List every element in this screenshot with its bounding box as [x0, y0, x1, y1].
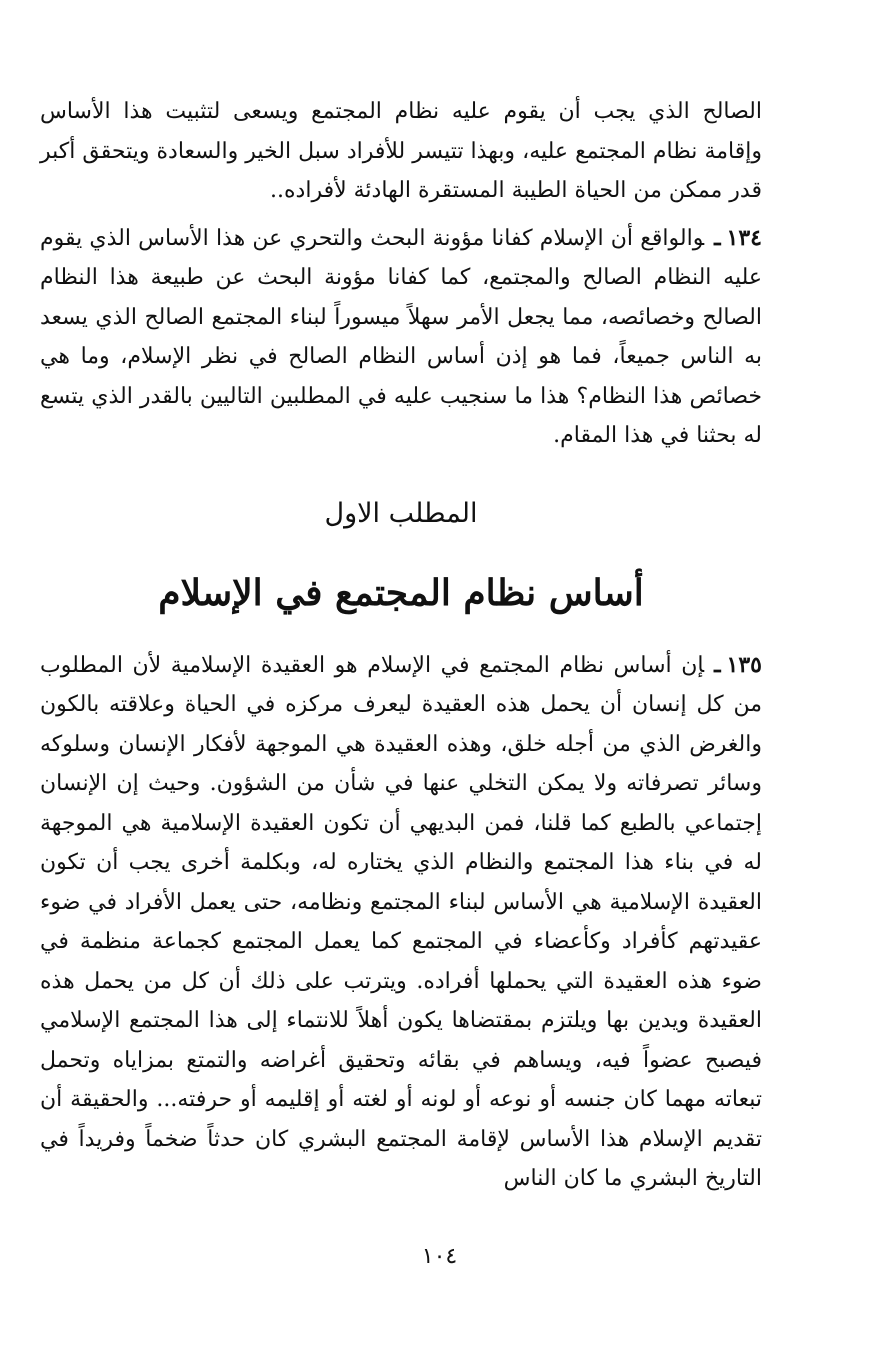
paragraph-134-text: والواقع أن الإسلام كفانا مؤونة البحث والتحري عن هذا الأساس الذي يقوم عليه النظام الصالح والمجتمع، كما كفانا مؤونة البحث عن طبيعة هذا النظام الصالح وخصائصه، مما يجعل الأمر سهلاً ميسوراً لبناء المجتمع الصالح الذي يسعد به الناس جميعاً، فما هو إذن أساس النظام الصالح في نظر الإسلام، وما هي خصائص هذا النظام؟ هذا ما سنجيب عليه في المطلبين التاليين بالقدر الذي يتسع له بحثنا في هذا المقام. — [40, 225, 762, 448]
paragraph-134-dash: ـ — [714, 224, 721, 251]
paragraph-134-number: ١٣٤ — [726, 224, 762, 251]
paragraph-135-text: إن أساس نظام المجتمع في الإسلام هو العقيدة الإسلامية لأن المطلوب من كل إنسان أن يحمل هذه العقيدة ليعرف مركزه في الحياة وعلاقته بالكون والغرض الذي من أجله خلق، وهذه العقيدة هي الموجهة لأفكار الإنسان وسلوكه وسائر تصرفاته ولا يمكن التخلي عنها في شأن من الشؤون. وحيث إن الإنسان إجتماعي بالطبع كما قلنا، فمن البديهي أن تكون العقيدة الإسلامية هي الموجهة له في بناء هذا المجتمع والنظام الذي يختاره له، وبكلمة أخرى يجب أن تكون العقيدة الإسلامية هي الأساس لبناء المجتمع ونظامه، حتى يعمل الأفراد في ضوء عقيدتهم كأفراد وكأعضاء في المجتمع كما يعمل المجتمع كجماعة منظمة في ضوء هذه العقيدة التي يحملها أفراده. ويترتب على ذلك أن كل من يحمل هذه العقيدة ويدين بها ويلتزم بمقتضاها يكون أهلاً للانتماء إلى هذا المجتمع الإسلامي فيصبح عضواً فيه، ويساهم في بقائه وتحقيق أغراضه والتمتع بمزاياه وتحمل تبعاته مهما كان جنسه أو نوعه أو لونه أو لغته أو إقليمه أو حرفته... والحقيقة أن تقديم الإسلام هذا الأساس لإقامة المجتمع البشري كان حدثاً ضخماً وفريداً في التاريخ البشري ما كان الناس — [40, 652, 762, 1191]
section-title: أساس نظام المجتمع في الإسلام — [158, 571, 644, 614]
intro-paragraph — [40, 92, 762, 211]
page-number: ١٠٤ — [421, 1244, 458, 1269]
paragraph-134 — [40, 219, 762, 456]
paragraph-135-number: ١٣٥ — [726, 651, 762, 678]
paragraph-135 — [40, 646, 762, 1199]
page-content — [40, 92, 762, 1199]
paragraph-135-dash: ـ — [714, 651, 721, 678]
intro-paragraph-text: الصالح الذي يجب أن يقوم عليه نظام المجتمع ويسعى لتثبيت هذا الأساس وإقامة نظام المجتمع عليه، وبهذا تتيسر للأفراد سبل الخير والسعادة ويتحقق أكبر قدر ممكن من الحياة الطيبة المستقرة الهادئة لأفراده.. — [40, 99, 762, 203]
section-label: المطلب الاول — [324, 497, 478, 529]
